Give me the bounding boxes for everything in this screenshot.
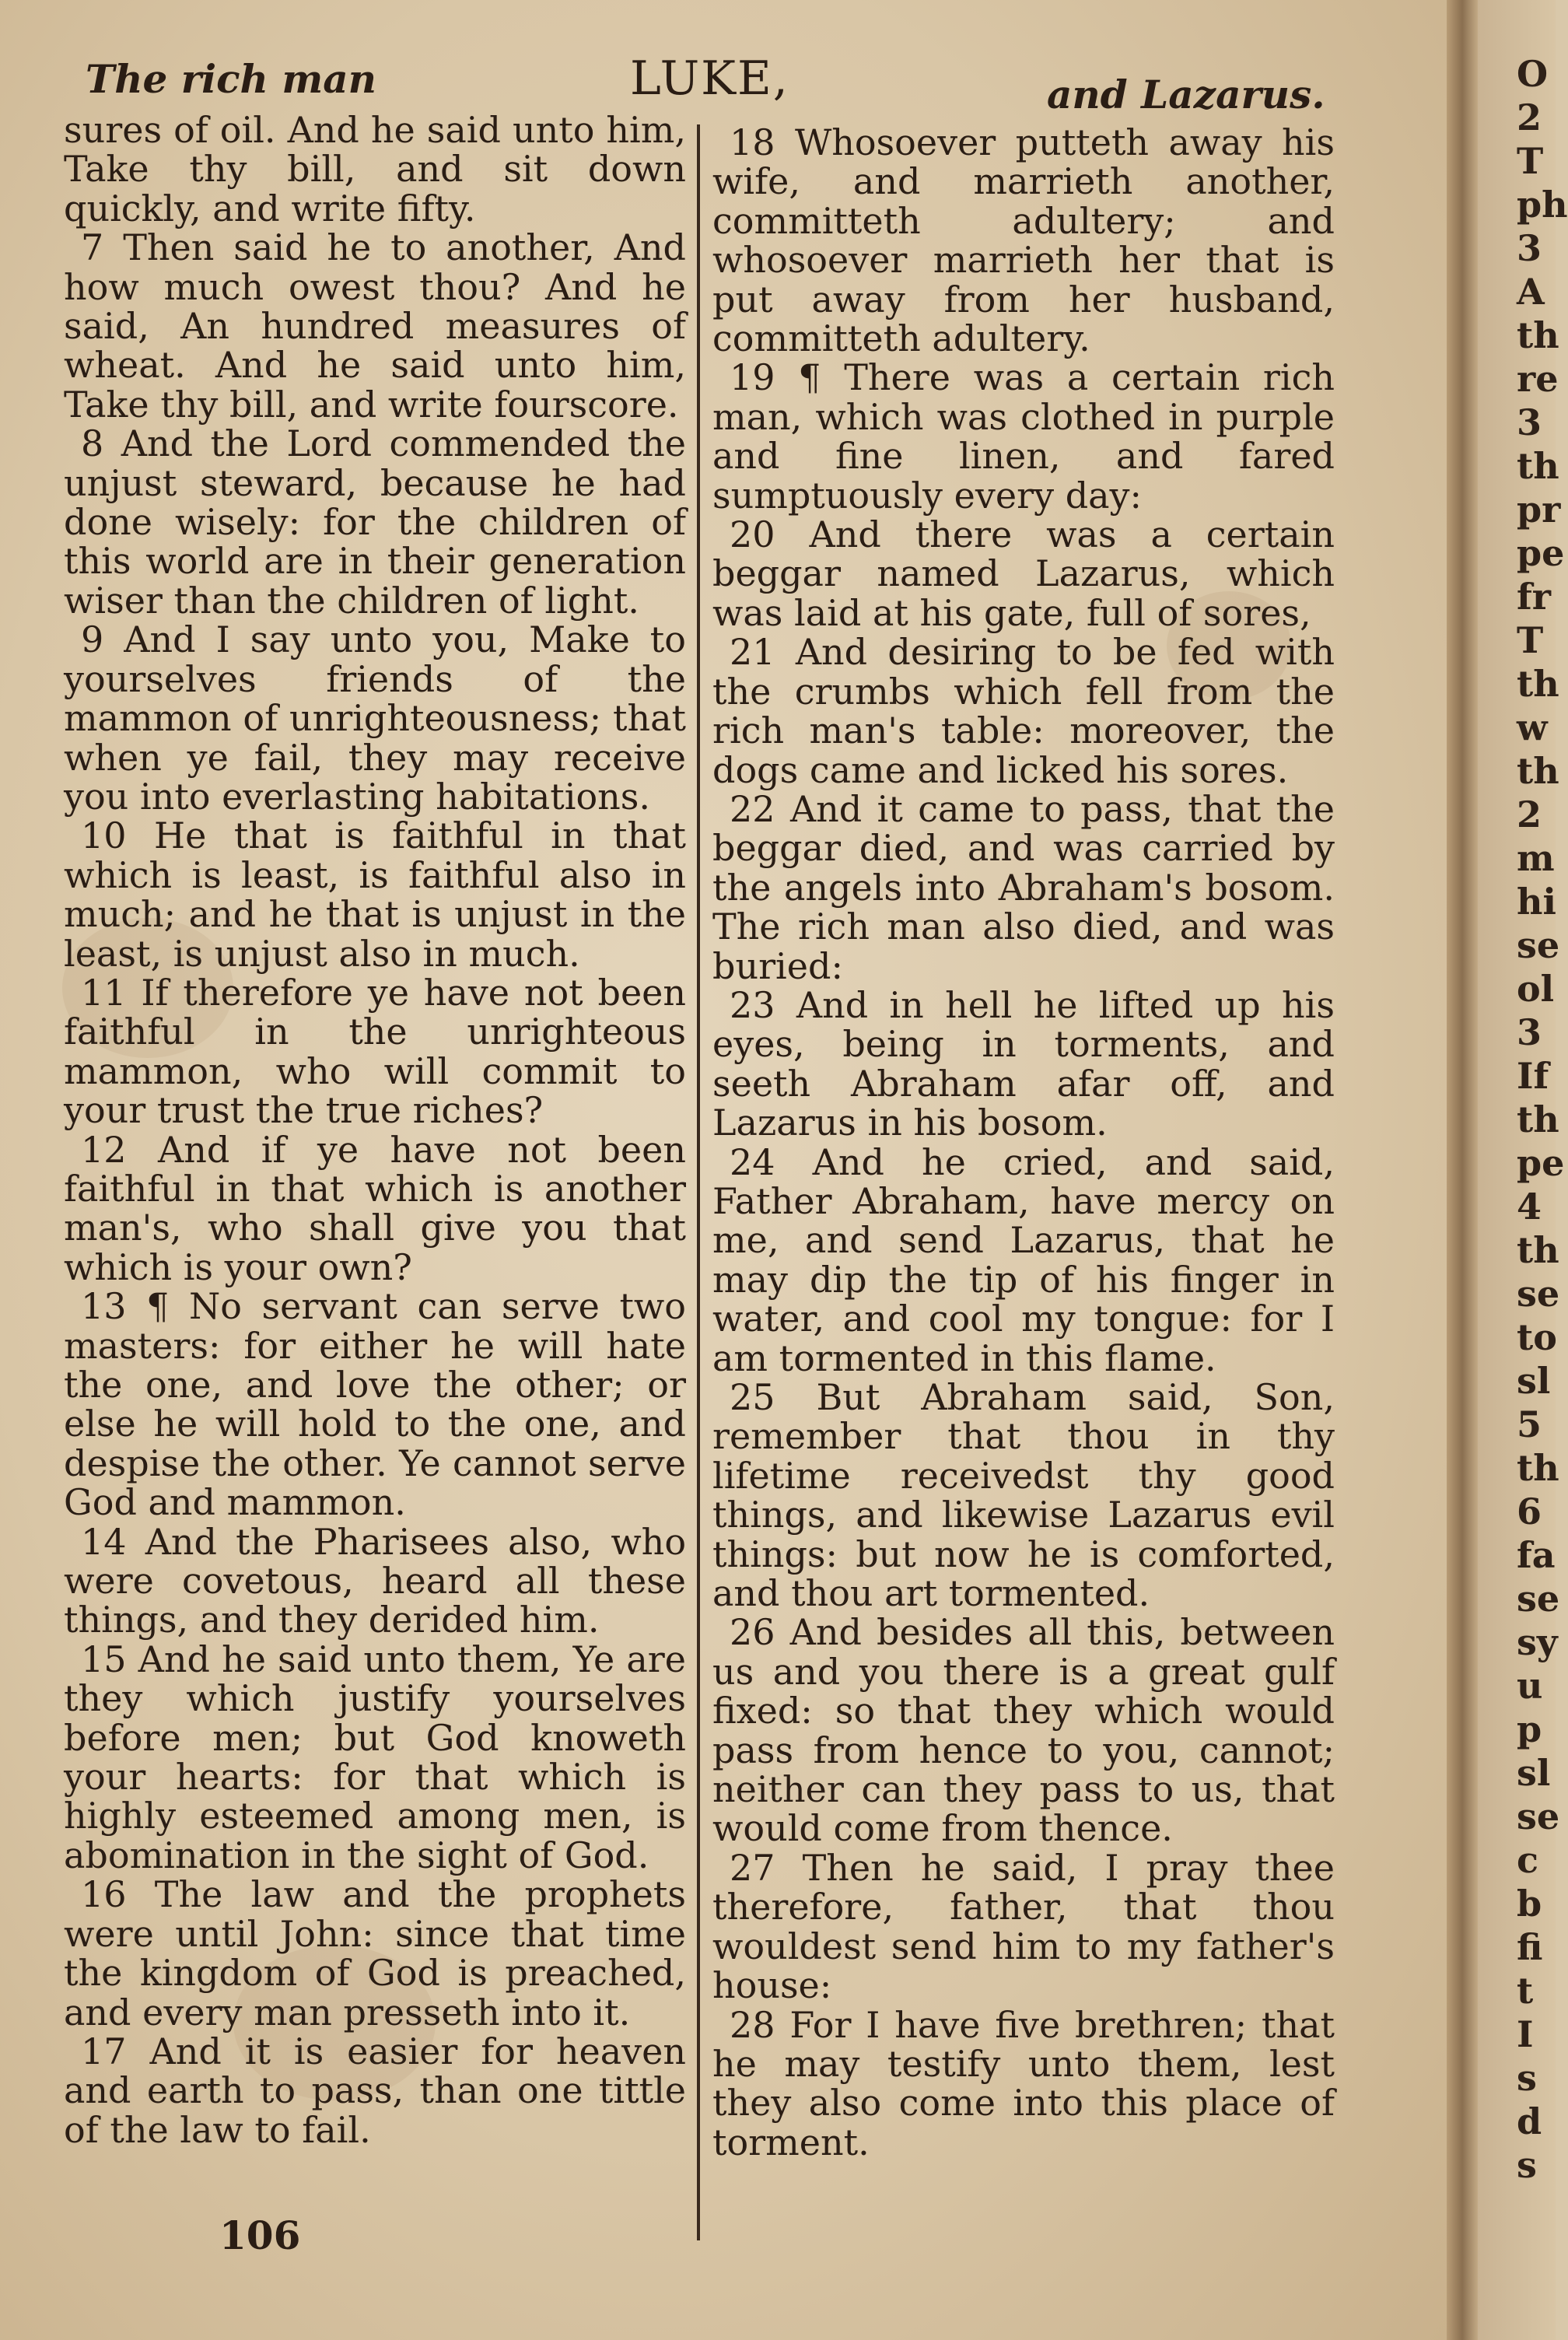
verse-text: sures of oil. And he said unto him, Take thy bill, and sit down quickly, and write fifty. [64,109,686,229]
adjacent-page-fragment: 3 [1517,1011,1542,1053]
verse-number: 25 [730,1376,775,1418]
adjacent-page-fragment: se [1517,924,1560,966]
verse [64,1640,686,1875]
adjacent-page-fragment: 4 [1517,1186,1542,1228]
verse-number: 14 [81,1520,127,1563]
adjacent-page-fragment: s [1517,2057,1537,2099]
verse-text: And it came to pass, that the beggar died, and was carried by the angels into Abraham's bosom. The rich man also died, and was buried: [712,787,1335,987]
verse [64,1130,686,1287]
adjacent-page-fragment: m [1517,837,1555,879]
verse [712,632,1335,790]
adjacent-page-fragment: 6 [1517,1491,1542,1533]
verse-text: And the Lord commended the unjust steward, because he had done wisely: for the children of this world are in their generation wiser than the children of light. [64,422,686,622]
verse [712,358,1335,515]
verse [712,983,1335,1144]
adjacent-page-fragment: th [1517,445,1559,487]
adjacent-page-fragment: c [1517,1839,1539,1881]
page-number: 106 [219,2212,301,2258]
verse-number: 18 [730,121,775,163]
verse [712,1613,1335,1848]
verse [712,515,1335,632]
adjacent-page-fragment: th [1517,1447,1559,1489]
verse-number: 17 [81,2030,127,2072]
verse [64,973,686,1130]
adjacent-page-fragment: re [1517,358,1559,400]
adjacent-page-fragment: to [1517,1316,1557,1358]
verse [712,1378,1335,1613]
verse-text: And in hell he lifted up his eyes, being in torments, and seeth Abraham afar off, and Lazarus in his bosom. [712,983,1335,1144]
adjacent-page-fragment: th [1517,1229,1559,1271]
verse-number: 7 [81,226,104,269]
verse-text: And he said unto them, Ye are they which justify yourselves before men; but God knoweth your hearts: for that which is highly esteemed among men, is abomination in the sight of God. [64,1638,686,1876]
verse [712,787,1335,987]
verse-number: 19 [730,356,775,399]
verse [712,1140,1335,1379]
running-header [86,51,1330,117]
verse-number: 28 [730,2003,775,2046]
verse-number: 13 [81,1285,127,1328]
verse-number: 27 [730,1846,775,1889]
adjacent-page-fragment: 3 [1517,401,1542,443]
adjacent-page-fragment: pr [1517,489,1561,531]
verse [64,110,686,228]
verse-text: But Abraham said, Son, remember that thou in thy lifetime receivedst thy good things, and likewise Lazarus evil things: but now he is comforted, and thou art tormented. [712,1376,1335,1615]
verse-number: 26 [730,1611,775,1654]
adjacent-page-fragment: 3 [1517,227,1542,269]
adjacent-page-fragment: fi [1517,1926,1543,1968]
adjacent-page-fragment: T [1517,140,1544,182]
adjacent-page-fragment: u [1517,1665,1543,1707]
verse [64,816,686,973]
adjacent-page-fragment: If [1517,1055,1549,1097]
verse-number: 22 [730,787,775,830]
verse-text: If therefore ye have not been faithful in the unrighteous mammon, who will commit to your trust the true riches? [64,971,687,1132]
adjacent-page-fragment: I [1517,2013,1534,2055]
verse-number: 21 [730,631,775,674]
verse-number: 9 [81,618,104,661]
verse [64,424,686,620]
adjacent-page-fragment: th [1517,314,1559,356]
right-text-column [712,123,1335,2162]
adjacent-page-fragment: ph [1517,184,1568,226]
adjacent-page-fragment: ol [1517,968,1555,1010]
verse [712,123,1335,358]
verse-number: 8 [81,422,104,465]
column-divider [697,124,700,2240]
adjacent-page-fragment: O [1517,53,1549,95]
adjacent-page-fragment: sy [1517,1621,1558,1663]
verse-text: ¶ No servant can serve two masters: for either he will hate the one, and love the other; or else he will hold to the one, and despise the other. Ye cannot serve God and mammon. [64,1285,687,1524]
verse [64,228,686,424]
adjacent-page-fragment: fa [1517,1534,1556,1576]
adjacent-page-fragment: fr [1517,576,1552,618]
verse [712,2005,1335,2163]
adjacent-page-fragment: t [1517,1970,1534,2012]
adjacent-page-fragment: 2 [1517,96,1542,138]
verse-text: And besides all this, between us and you there is a great gulf fixed: so that they which would pass from hence to you, cannot; neither can they pass to us, that would come from thence. [712,1611,1335,1850]
verse-text: The law and the prophets were until John: since that time the kingdom of God is preached, and every man presseth into it. [64,1873,686,2033]
verse-text: And I say unto you, Make to yourselves friends of the mammon of unrighteousness; that when ye fail, they may receive you into everlasting habitations. [64,618,686,818]
adjacent-page-fragment: th [1517,750,1559,792]
verse [64,620,686,816]
adjacent-page-fragment: th [1517,1098,1559,1140]
adjacent-page-fragment: hi [1517,881,1556,923]
book-gutter [1447,0,1478,2340]
verse-text: And he cried, and said, Father Abraham, have mercy on me, and send Lazarus, that he may dip the tip of his finger in water, and cool my tongue: for I am tormented in this flame. [712,1140,1335,1379]
adjacent-page-fragment: 5 [1517,1403,1542,1445]
adjacent-page-fragment: p [1517,1708,1542,1750]
verse-text: He that is faithful in that which is least, is faithful also in much; and he that is unjust in the least, is unjust also in much. [64,814,686,975]
verse-number: 23 [730,983,775,1026]
adjacent-page-edge [1478,0,1568,2340]
adjacent-page-fragment: se [1517,1273,1560,1315]
verse-number: 16 [81,1873,127,1916]
verse [64,1522,686,1640]
verse [64,1875,686,2032]
verse-text: And if ye have not been faithful in that which is another man's, who shall give you that which is your own? [64,1128,686,1288]
header-right-title: and Lazarus. [1047,72,1325,117]
verse-text: ¶ There was a certain rich man, which was clothed in purple and fine linen, and fared sumptuously every day: [712,356,1335,517]
header-left-title: The rich man [86,56,376,102]
adjacent-page-fragment: T [1517,619,1544,661]
verse-text: And there was a certain beggar named Lazarus, which was laid at his gate, full of sores, [712,513,1335,634]
adjacent-page-fragment: w [1517,706,1548,748]
adjacent-page-fragment: b [1517,1883,1542,1925]
verse-number: 10 [81,814,127,857]
adjacent-page-fragment: A [1517,271,1545,313]
left-text-column [64,110,686,2149]
adjacent-page-fragment: 2 [1517,793,1542,835]
adjacent-page-fragment: s [1517,2144,1537,2186]
adjacent-page-fragment: se [1517,1795,1560,1837]
adjacent-page-fragment: d [1517,2100,1542,2142]
adjacent-page-fragment: th [1517,663,1559,705]
adjacent-page-fragment: pe [1517,1142,1565,1184]
verse [64,2032,686,2149]
verse-number: 24 [730,1140,775,1183]
verse-text: And desiring to be fed with the crumbs which fell from the rich man's table: moreover, the dogs came and licked his sores. [712,631,1335,791]
adjacent-page-fragment: pe [1517,532,1565,574]
adjacent-page-fragment: se [1517,1578,1560,1620]
verse-number: 11 [81,971,127,1014]
adjacent-page-fragment: sl [1517,1752,1551,1794]
verse-number: 20 [730,513,775,556]
verse-text: Then he said, I pray thee therefore, father, that thou wouldest send him to my father's house: [712,1846,1335,2007]
header-book-title: LUKE, [630,51,789,106]
verse [712,1848,1335,2005]
verse [64,1287,686,1522]
verse-text: For I have five brethren; that he may testify unto them, lest they also come into this place of torment. [712,2003,1335,2163]
adjacent-page-fragment: sl [1517,1360,1551,1402]
verse-number: 15 [81,1638,127,1680]
verse-number: 12 [81,1128,127,1171]
verse-text: Then said he to another, And how much owest thou? And he said, An hundred measures of wheat. And he said unto him, Take thy bill, and write fourscore. [64,226,686,426]
verse-text: And the Pharisees also, who were covetous, heard all these things, and they derided him. [64,1520,687,1641]
verse-text: And it is easier for heaven and earth to pass, than one tittle of the law to fail. [64,2030,687,2151]
verse-text: Whosoever putteth away his wife, and marrieth another, committeth adultery; and whosoever marrieth her that is put away from her husband, committeth adultery. [712,121,1335,360]
